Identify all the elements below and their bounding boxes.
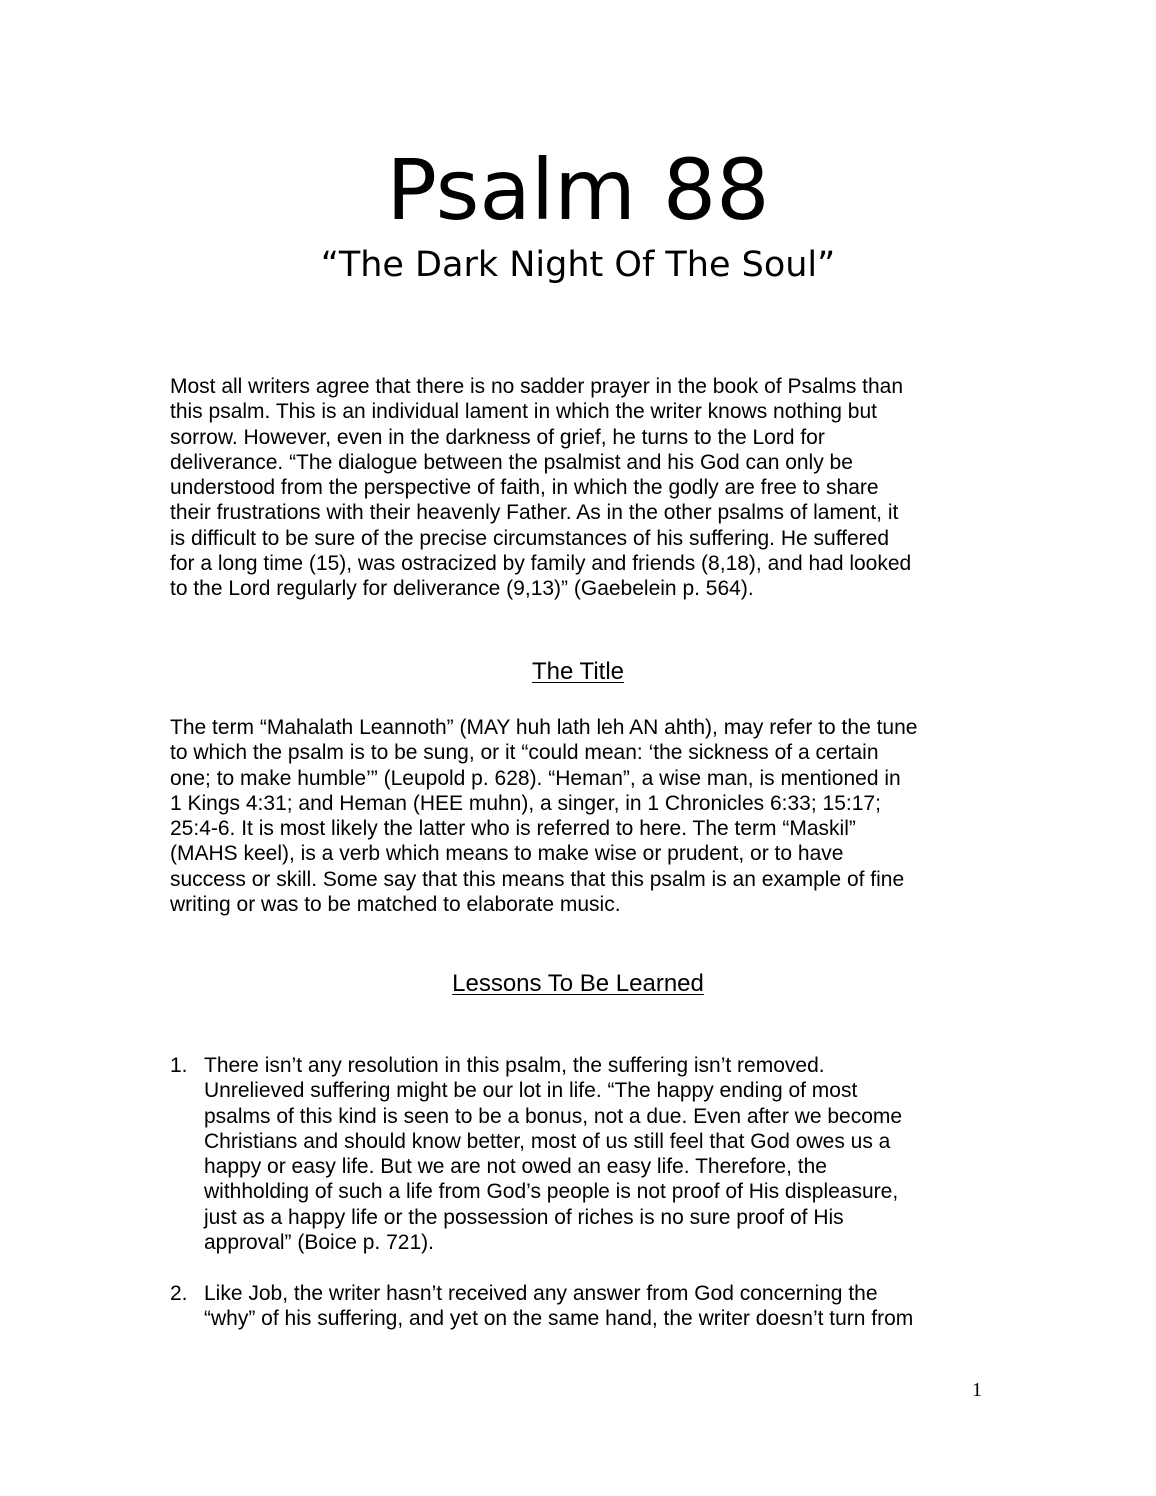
page-subtitle: “The Dark Night Of The Soul” [320,245,836,285]
page-title: Psalm 88 [386,141,770,239]
title-section-line: 25:4-6. It is most likely the latter who is referred to here. The term “Maskil” [170,817,856,841]
list-item-number: 1. [170,1054,188,1077]
title-section-line: 1 Kings 4:31; and Heman (HEE muhn), a singer, in 1 Chronicles 6:33; 15:17; [170,791,881,815]
intro-line: is difficult to be sure of the precise circumstances of his suffering. He suffered [170,526,890,550]
list-item-line: happy or easy life. But we are not owed an easy life. Therefore, the [204,1155,827,1179]
section-heading-title-text: The Title [531,658,625,685]
title-section-line: success or skill. Some say that this means that this psalm is an example of fine [170,867,905,891]
title-section-line: one; to make humble’” (Leupold p. 628). “Heman”, a wise man, is mentioned in [170,766,901,790]
intro-line: for a long time (15), was ostracized by family and friends (8,18), and had looked [170,552,912,576]
list-item-body [204,1053,902,1255]
list-item-line: Unrelieved suffering might be our lot in life. “The happy ending of most [204,1079,858,1103]
section-heading-title [0,657,1156,687]
intro-line: Most all writers agree that there is no sadder prayer in the book of Psalms than [170,375,904,398]
intro-line: this psalm. This is an individual lament in which the writer knows nothing but [170,400,877,424]
title-section-line: to which the psalm is to be sung, or it “could mean: ‘the sickness of a certain [170,741,879,765]
list-item-line: just as a happy life or the possession of riches is no sure proof of His [204,1205,844,1229]
title-section-line: (MAHS keel), is a verb which means to make wise or prudent, or to have [170,842,844,866]
list-item-line: “why” of his suffering, and yet on the same hand, the writer doesn’t turn from [204,1307,914,1331]
page-number: 1 [972,1379,982,1401]
list-item-line: There isn’t any resolution in this psalm, the suffering isn’t removed. [204,1054,825,1077]
intro-line: deliverance. “The dialogue between the psalmist and his God can only be [170,450,853,474]
title-section-line: writing or was to be matched to elaborate music. [170,893,621,917]
title-section-line: The term “Mahalath Leannoth” (MAY huh lath leh AN ahth), may refer to the tune [170,716,918,739]
list-item-line: psalms of this kind is seen to be a bonus, not a due. Even after we become [204,1104,903,1128]
intro-line: to the Lord regularly for deliverance (9,13)” (Gaebelein p. 564). [170,577,754,601]
title-section-paragraph [170,715,990,917]
intro-line: their frustrations with their heavenly Father. As in the other psalms of lament, it [170,501,899,525]
section-heading-lessons [0,969,1156,999]
list-item-number: 2. [170,1282,188,1305]
list-item-line: Christians and should know better, most of us still feel that God owes us a [204,1129,891,1153]
intro-line: understood from the perspective of faith, in which the godly are free to share [170,476,879,500]
list-item-line: approval” (Boice p. 721). [204,1231,434,1255]
list-item-body [204,1281,913,1332]
section-heading-lessons-text: Lessons To Be Learned [452,970,704,997]
intro-line: sorrow. However, even in the darkness of grief, he turns to the Lord for [170,425,825,449]
list-item-line: Like Job, the writer hasn’t received any answer from God concerning the [204,1282,878,1305]
list-item-line: withholding of such a life from God’s people is not proof of His displeasure, [204,1180,899,1204]
intro-paragraph [170,374,990,602]
